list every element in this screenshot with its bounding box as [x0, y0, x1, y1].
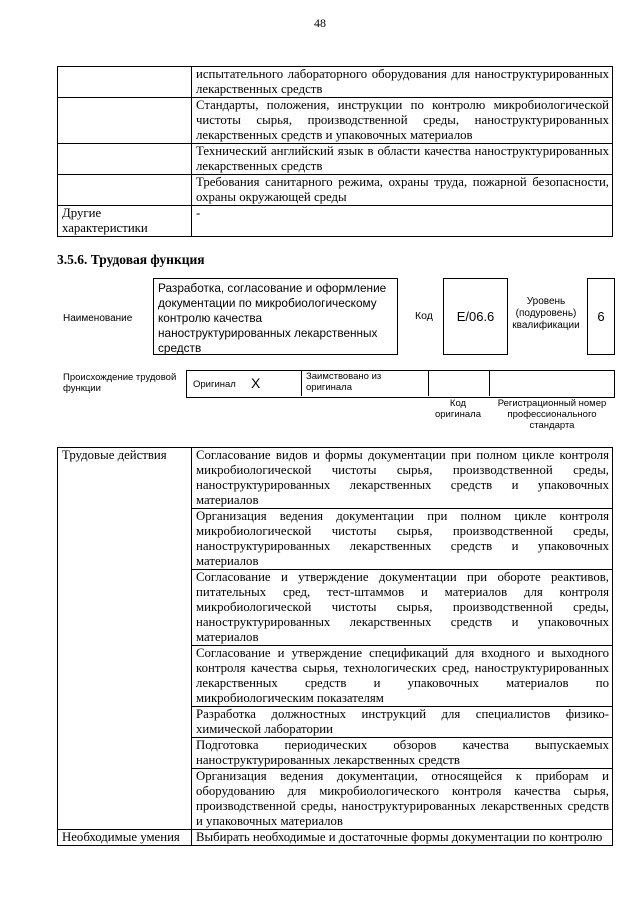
row-label [58, 175, 192, 206]
row-text: Требования санитарного режима, охраны труда, пожарной безопасности, охраны окружающей среды [192, 175, 613, 206]
name-label: Наименование [63, 313, 133, 324]
level-value: 6 [597, 309, 605, 324]
function-name: Разработка, согласование и оформление документации по микробиологическому контролю качества наноструктурированных лекарственных средств [158, 281, 387, 355]
table-row [58, 448, 613, 509]
labor-action: Согласование и утверждение спецификаций для входного и выходного контроля качества сырья, технологических сред, наноструктурированных лекарственных средств и упаковочных материалов по микробиологическим показателям [192, 646, 613, 707]
other-characteristics-value: - [192, 206, 613, 237]
table-row [58, 144, 613, 175]
code-box [443, 278, 508, 355]
original-mark: X [251, 375, 261, 391]
level-label: Уровень (подуровень) квалификации [512, 296, 580, 331]
table-row [58, 830, 613, 846]
section-title: 3.5.6. Трудовая функция [57, 252, 205, 267]
code-value: E/06.6 [456, 309, 495, 324]
page-number: 48 [314, 16, 326, 30]
labor-actions-table [57, 447, 613, 846]
labor-action: Согласование видов и формы документации при полном цикле контроля микробиологической чистоты сырья, производственной среды, наноструктурированных лекарственных средств и упаковочных материалов [192, 448, 613, 509]
table-row [58, 175, 613, 206]
function-name-box [153, 278, 398, 355]
table-row [58, 98, 613, 144]
row-text: Технический английский язык в области качества наноструктурированных лекарственных средств [192, 144, 613, 175]
labor-action: Организация ведения документации при полном цикле контроля микробиологической чистоты сырья, производственной среды, наноструктурированных лекарственных средств и упаковочных материалов [192, 509, 613, 570]
table-row [58, 206, 613, 237]
labor-action: Согласование и утверждение документации при обороте реактивов, питательных сред, тест-штаммов и материалов для контроля микробиологической чистоты сырья, производственной среды, наноструктурированных лекарственных средств и упаковочных материалов [192, 570, 613, 646]
code-label: Код [415, 310, 433, 322]
row-label [58, 98, 192, 144]
labor-action: Подготовка периодических обзоров качества выпускаемых наноструктурированных лекарственных средств [192, 738, 613, 769]
skill-item: Выбирать необходимые и достаточные формы документации по контролю [192, 830, 613, 846]
original-label: Оригинал [193, 379, 236, 390]
labor-action: Организация ведения документации, относящейся к приборам и оборудованию для микробиологического контроля качества сырья, производственной среды, наноструктурированных лекарственных средств и упаковочных материалов [192, 769, 613, 830]
level-box [587, 278, 615, 355]
other-characteristics-label: Другие характеристики [58, 206, 192, 237]
labor-actions-label: Трудовые действия [58, 448, 192, 830]
labor-action: Разработка должностных инструкций для специалистов физико-химической лаборатории [192, 707, 613, 738]
origin-label: Происхождение трудовой функции [63, 372, 177, 394]
code-original-label: Код оригинала [434, 398, 481, 420]
skills-label: Необходимые умения [58, 830, 192, 846]
row-label [58, 144, 192, 175]
table-row [58, 67, 613, 98]
knowledge-table [57, 66, 613, 237]
borrowed-label: Заимствовано из оригинала [306, 371, 382, 393]
row-text: Стандарты, положения, инструкции по контролю микробиологической чистоты сырья, производственной среды, наноструктурированных лекарственных средств и упаковочных материалов [192, 98, 613, 144]
row-label [58, 67, 192, 98]
row-text: испытательного лабораторного оборудования для наноструктурированных лекарственных средств [192, 67, 613, 98]
reg-number-label: Регистрационный номер профессионального стандарта [497, 398, 607, 431]
